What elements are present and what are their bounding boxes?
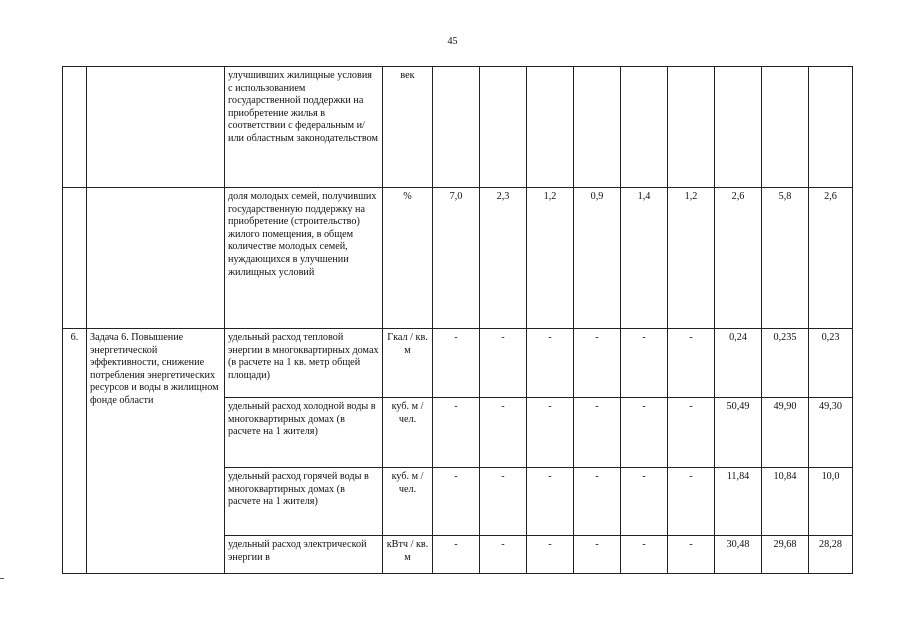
value-cell: - xyxy=(480,468,527,536)
value-cell: 49,30 xyxy=(809,398,853,468)
value-cell: - xyxy=(574,329,621,398)
indicators-table xyxy=(62,66,853,574)
value-cell: 28,28 xyxy=(809,536,853,574)
value-cell: 5,8 xyxy=(762,188,809,329)
table-row xyxy=(63,188,853,329)
value-cell: 0,23 xyxy=(809,329,853,398)
value-cell: - xyxy=(480,398,527,468)
value-cell: 2,6 xyxy=(715,188,762,329)
value-cell xyxy=(762,67,809,188)
value-cell: - xyxy=(527,398,574,468)
value-cell: - xyxy=(480,329,527,398)
value-cell: 0,9 xyxy=(574,188,621,329)
value-cell: 2,6 xyxy=(809,188,853,329)
indicator-cell: удельный расход тепловой энергии в многоквартирных домах (в расчете на 1 кв. метр общей площади) xyxy=(225,329,383,398)
value-cell: 29,68 xyxy=(762,536,809,574)
row-number-cell: 6. xyxy=(63,329,87,574)
indicator-cell: доля молодых семей, получивших государственную поддержку на приобретение (строительство) жилого помещения, в общем количестве молодых семей, нуждающихся в улучшении жилищных условий xyxy=(225,188,383,329)
indicator-cell: удельный расход холодной воды в многоквартирных домах (в расчете на 1 жителя) xyxy=(225,398,383,468)
value-cell: - xyxy=(668,398,715,468)
value-cell: 0,24 xyxy=(715,329,762,398)
value-cell: 10,84 xyxy=(762,468,809,536)
page-number: 45 xyxy=(447,36,458,47)
value-cell: 7,0 xyxy=(433,188,480,329)
value-cell: 11,84 xyxy=(715,468,762,536)
unit-cell: век xyxy=(383,67,433,188)
value-cell: 30,48 xyxy=(715,536,762,574)
task-cell: Задача 6. Повышение энергетической эффективности, снижение потребления энергетических ресурсов и воды в жилищном фонде области xyxy=(87,329,225,574)
unit-cell: кВтч / кв. м xyxy=(383,536,433,574)
value-cell: - xyxy=(527,536,574,574)
value-cell: 0,235 xyxy=(762,329,809,398)
value-cell: 10,0 xyxy=(809,468,853,536)
unit-cell: куб. м / чел. xyxy=(383,398,433,468)
value-cell: - xyxy=(621,536,668,574)
value-cell: 2,3 xyxy=(480,188,527,329)
value-cell: - xyxy=(433,536,480,574)
value-cell xyxy=(621,67,668,188)
unit-cell: Гкал / кв. м xyxy=(383,329,433,398)
table-row xyxy=(63,329,853,398)
row-number-cell xyxy=(63,67,87,188)
unit-cell: куб. м / чел. xyxy=(383,468,433,536)
value-cell xyxy=(480,67,527,188)
indicator-cell: удельный расход горячей воды в многоквартирных домах (в расчете на 1 жителя) xyxy=(225,468,383,536)
value-cell: - xyxy=(480,536,527,574)
value-cell: - xyxy=(433,468,480,536)
value-cell: - xyxy=(668,329,715,398)
task-cell xyxy=(87,188,225,329)
scan-edge-mark xyxy=(0,578,4,579)
value-cell: - xyxy=(527,329,574,398)
table-row xyxy=(63,67,853,188)
value-cell: 1,2 xyxy=(527,188,574,329)
value-cell: - xyxy=(621,468,668,536)
value-cell: - xyxy=(433,329,480,398)
indicator-cell: улучшивших жилищные условия с использованием государственной поддержки на приобретение жилья в соответствии с федеральным и/или областным законодательством xyxy=(225,67,383,188)
value-cell: - xyxy=(621,329,668,398)
value-cell xyxy=(433,67,480,188)
unit-cell: % xyxy=(383,188,433,329)
indicator-cell: удельный расход электрической энергии в xyxy=(225,536,383,574)
value-cell xyxy=(574,67,621,188)
value-cell: 50,49 xyxy=(715,398,762,468)
value-cell: - xyxy=(574,468,621,536)
value-cell: - xyxy=(527,468,574,536)
value-cell: 1,2 xyxy=(668,188,715,329)
value-cell xyxy=(527,67,574,188)
value-cell: 1,4 xyxy=(621,188,668,329)
value-cell: - xyxy=(668,468,715,536)
value-cell: - xyxy=(668,536,715,574)
value-cell: - xyxy=(574,536,621,574)
row-number-cell xyxy=(63,188,87,329)
value-cell xyxy=(715,67,762,188)
task-cell xyxy=(87,67,225,188)
value-cell: - xyxy=(621,398,668,468)
value-cell xyxy=(668,67,715,188)
value-cell: 49,90 xyxy=(762,398,809,468)
value-cell: - xyxy=(574,398,621,468)
value-cell xyxy=(809,67,853,188)
value-cell: - xyxy=(433,398,480,468)
